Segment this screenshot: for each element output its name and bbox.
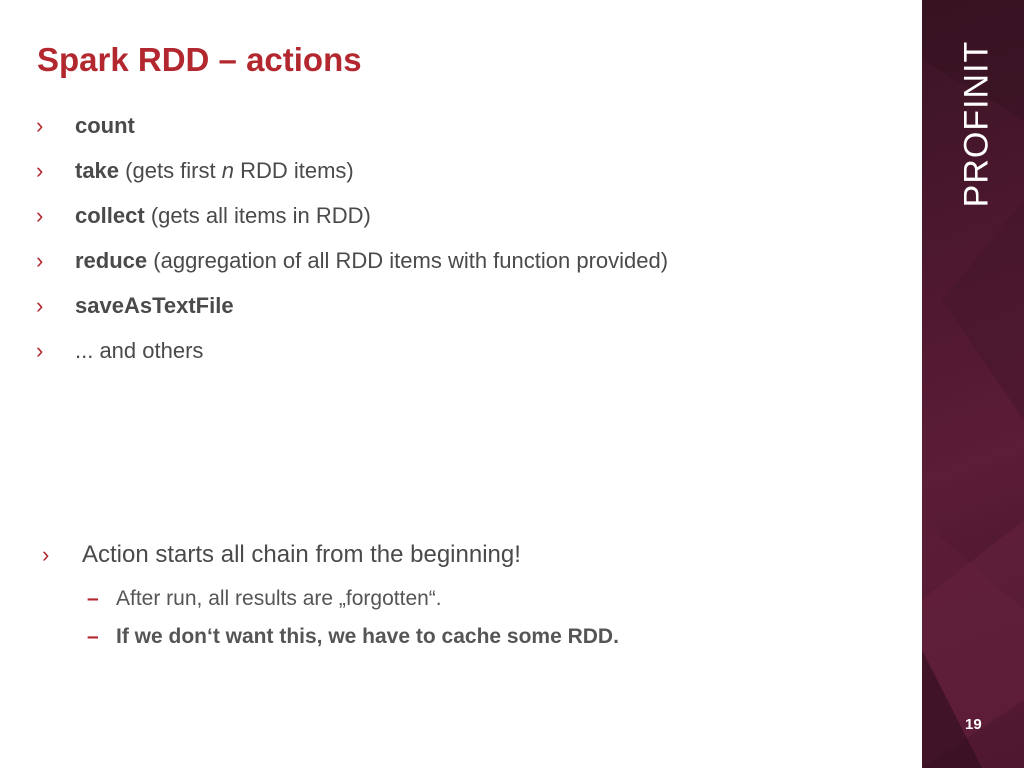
slide-title: Spark RDD – actions: [37, 41, 362, 78]
brand-logo-text: PROFINIT: [957, 40, 996, 208]
bullet-chevron-icon: ›: [36, 248, 44, 273]
bullet-chevron-icon: ›: [36, 338, 44, 363]
action-description: ... and others: [75, 338, 204, 363]
action-keyword: count: [75, 113, 135, 138]
action-keyword: collect: [75, 203, 145, 228]
action-keyword: take: [75, 158, 120, 183]
bullet-chevron-icon: ›: [36, 113, 44, 138]
action-description: (gets first: [119, 158, 222, 183]
bullet-chevron-icon: ›: [36, 293, 44, 318]
action-description: (gets all items in RDD): [144, 203, 371, 228]
action-description: (aggregation of all RDD items with function provided): [147, 248, 669, 273]
note-main-text: Action starts all chain from the beginning!: [82, 541, 521, 568]
dash-icon: –: [87, 587, 99, 610]
bullet-chevron-icon: ›: [36, 158, 44, 183]
action-description-italic: n: [221, 158, 234, 183]
note-sub-text: If we don‘t want this, we have to cache some RDD.: [116, 625, 619, 648]
bullet-chevron-icon: ›: [42, 542, 50, 567]
action-keyword: saveAsTextFile: [75, 293, 234, 318]
action-keyword: reduce: [75, 248, 148, 273]
dash-icon: –: [87, 625, 99, 648]
note-sub-text: After run, all results are „forgotten“.: [116, 587, 442, 610]
bullet-chevron-icon: ›: [36, 203, 44, 228]
action-description-tail: RDD items): [233, 158, 354, 183]
page-number: 19: [965, 716, 982, 733]
